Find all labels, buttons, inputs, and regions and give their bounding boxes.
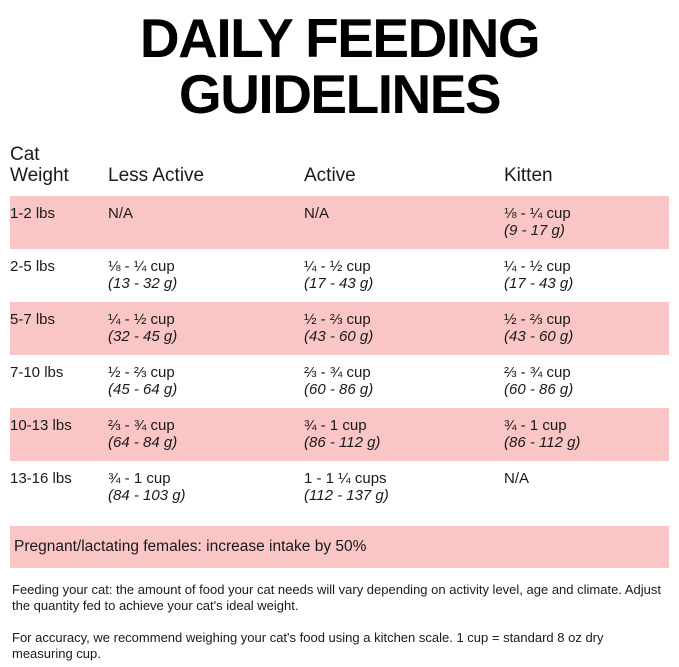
- cell-weight: 7-10 lbs: [10, 364, 64, 381]
- cell-active: [304, 461, 504, 514]
- cell-less-active-grams: (13 - 32 g): [108, 275, 178, 292]
- cell-less-active: [108, 461, 304, 514]
- table-row: [10, 461, 669, 514]
- cell-kitten: [504, 302, 669, 355]
- table-body: [10, 196, 669, 514]
- title-line-1: DAILY FEEDING: [139, 7, 540, 69]
- footnotes: [10, 582, 669, 662]
- cell-kitten-amount: ¾ - 1 cup: [504, 417, 567, 434]
- cell-kitten-grams: (60 - 86 g): [504, 381, 574, 398]
- cell-kitten: [504, 196, 669, 249]
- cell-active-amount: ½ - ⅔ cup: [304, 311, 371, 328]
- cell-less-active: [108, 355, 304, 408]
- column-header-weight-line2: Weight: [10, 165, 69, 186]
- cell-less-active-grams: (32 - 45 g): [108, 328, 178, 345]
- cell-active: [304, 355, 504, 408]
- cell-less-active-amount: ½ - ⅔ cup: [108, 364, 175, 381]
- cell-active: [304, 408, 504, 461]
- cell-less-active: [108, 408, 304, 461]
- table-row: [10, 408, 669, 461]
- cell-less-active: [108, 302, 304, 355]
- cell-active: [304, 249, 504, 302]
- cell-active-grams: (60 - 86 g): [304, 381, 374, 398]
- cell-active-grams: (112 - 137 g): [304, 487, 389, 504]
- cell-kitten-amount: N/A: [504, 470, 530, 487]
- cell-kitten-amount: ½ - ⅔ cup: [504, 311, 571, 328]
- cell-kitten-grams: (17 - 43 g): [504, 275, 574, 292]
- cell-active: [304, 302, 504, 355]
- cell-less-active-amount: N/A: [108, 205, 134, 222]
- table-row: [10, 355, 669, 408]
- cell-kitten-grams: (86 - 112 g): [504, 434, 581, 451]
- cell-weight: 2-5 lbs: [10, 258, 56, 275]
- cell-active-amount: ⅔ - ¾ cup: [304, 364, 371, 381]
- cell-kitten-amount: ⅔ - ¾ cup: [504, 364, 571, 381]
- column-header-kitten: Kitten: [504, 165, 553, 186]
- cell-less-active-amount: ⅔ - ¾ cup: [108, 417, 175, 434]
- table-header-row: [10, 144, 669, 196]
- cell-less-active: [108, 196, 304, 249]
- cell-kitten-amount: ⅛ - ¼ cup: [504, 205, 571, 222]
- cell-weight: 1-2 lbs: [10, 196, 108, 249]
- cell-active: [304, 196, 504, 249]
- cell-kitten: [504, 249, 669, 302]
- cell-active-amount: 1 - 1 ¼ cups: [304, 470, 387, 487]
- cell-weight: 5-7 lbs: [10, 302, 108, 355]
- cell-kitten-grams: (43 - 60 g): [504, 328, 574, 345]
- cell-kitten: [504, 355, 669, 408]
- cell-active-amount: N/A: [304, 205, 330, 222]
- column-header-weight: [10, 144, 108, 196]
- page-title: [10, 0, 669, 125]
- cell-active-amount: ¼ - ½ cup: [304, 258, 371, 275]
- cell-active-amount: ¾ - 1 cup: [304, 417, 367, 434]
- cell-less-active-grams: (45 - 64 g): [108, 381, 178, 398]
- title-line-2: GUIDELINES: [178, 63, 501, 125]
- cell-weight: 13-16 lbs: [10, 470, 72, 487]
- cell-kitten: [504, 408, 669, 461]
- cell-less-active-grams: (64 - 84 g): [108, 434, 178, 451]
- cell-less-active-amount: ⅛ - ¼ cup: [108, 258, 175, 275]
- footnote-feeding-advice: Feeding your cat: the amount of food your cat needs will vary depending on activity level, age and climate. Adjust the quantity fed to achieve your cat's ideal weight.: [12, 582, 661, 613]
- table-row: [10, 249, 669, 302]
- cell-less-active: [108, 249, 304, 302]
- cell-kitten: [504, 461, 669, 514]
- column-header-less-active: Less Active: [108, 165, 205, 186]
- column-header-active: Active: [304, 165, 356, 186]
- cell-kitten-amount: ¼ - ½ cup: [504, 258, 571, 275]
- footnote-accuracy: For accuracy, we recommend weighing your cat's food using a kitchen scale. 1 cup = standard 8 oz dry measuring cup.: [12, 630, 604, 661]
- column-header-weight-line1: Cat: [10, 144, 40, 165]
- pregnant-lactating-note: Pregnant/lactating females: increase intake by 50%: [10, 526, 669, 568]
- cell-less-active-amount: ¾ - 1 cup: [108, 470, 171, 487]
- cell-active-grams: (17 - 43 g): [304, 275, 374, 292]
- cell-active-grams: (43 - 60 g): [304, 328, 374, 345]
- cell-weight: 10-13 lbs: [10, 408, 108, 461]
- table-header: [10, 144, 669, 196]
- cell-active-grams: (86 - 112 g): [304, 434, 381, 451]
- cell-kitten-grams: (9 - 17 g): [504, 222, 565, 239]
- table-row: [10, 302, 669, 355]
- cell-less-active-grams: (84 - 103 g): [108, 487, 186, 504]
- table-row: [10, 196, 669, 249]
- cell-less-active-amount: ¼ - ½ cup: [108, 311, 175, 328]
- feeding-table: [10, 144, 669, 514]
